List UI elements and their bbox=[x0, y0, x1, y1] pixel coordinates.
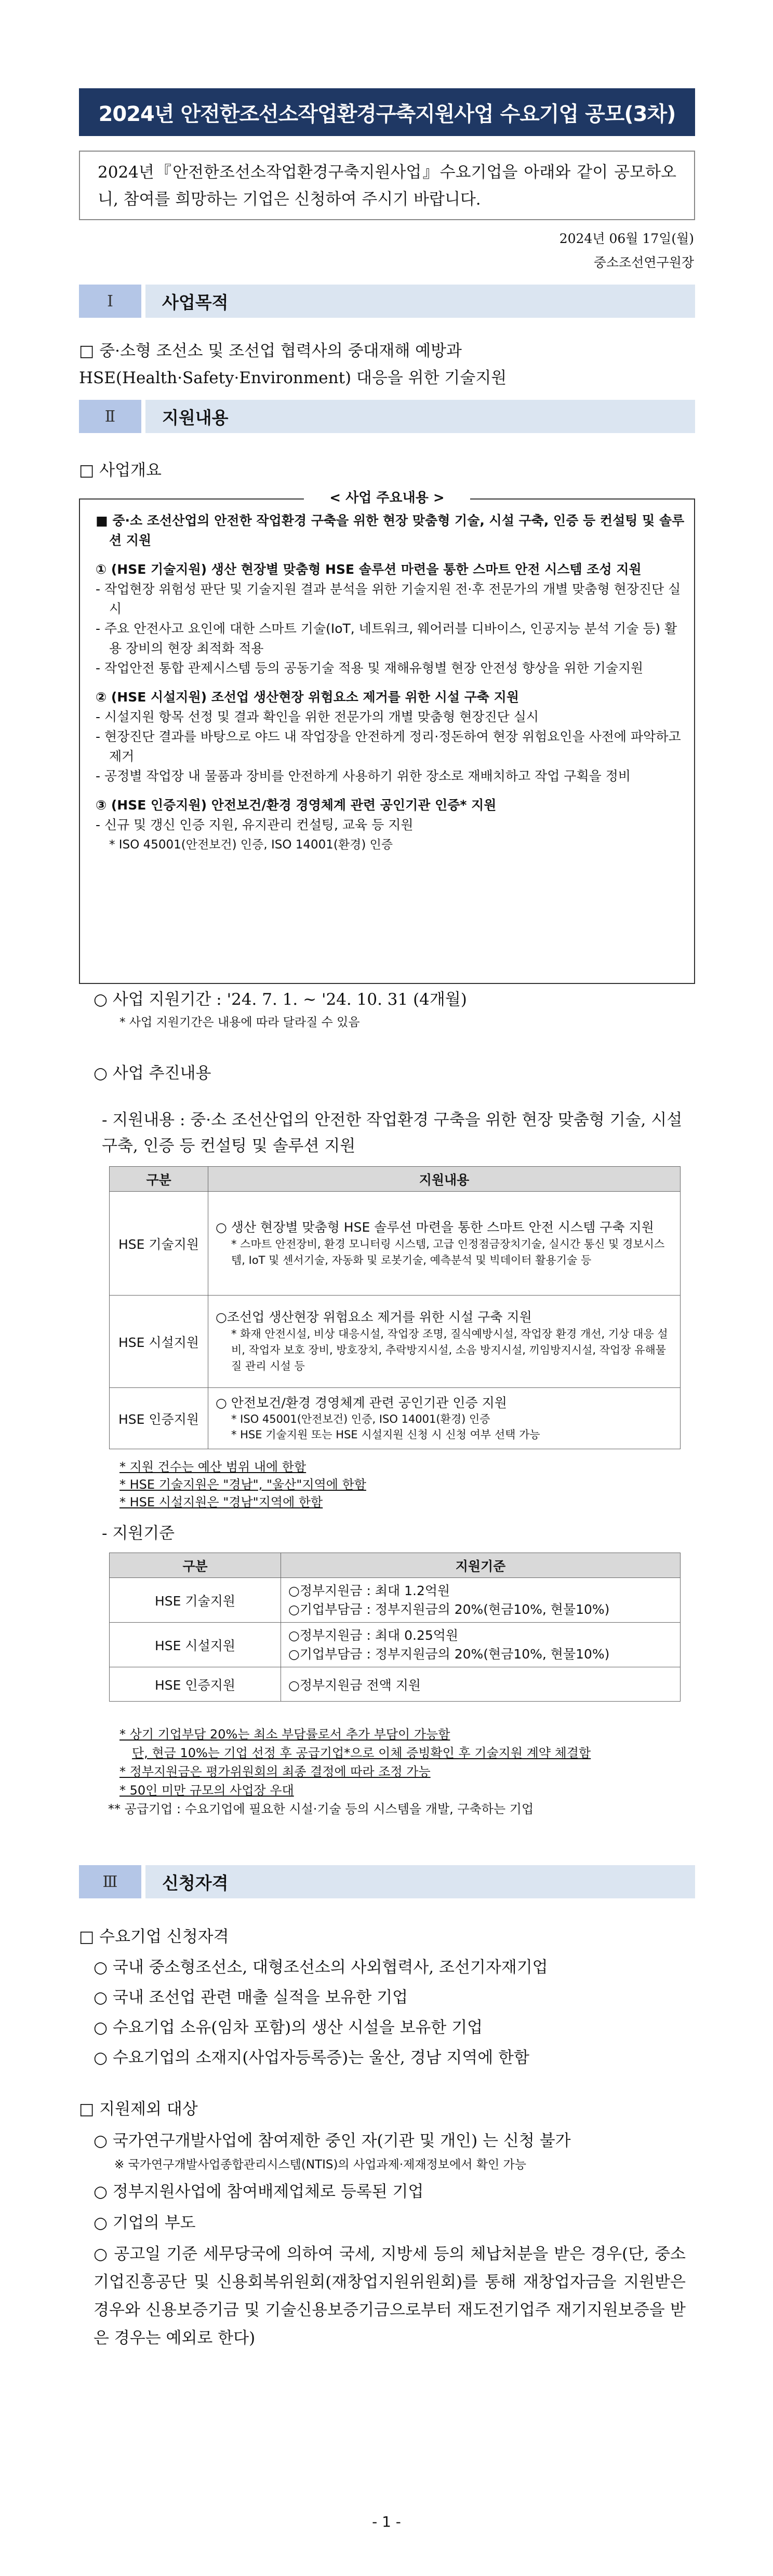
row-detail: * 화재 안전시설, 비상 대응시설, 작업장 조명, 질식예방시설, 작업장 환경 개선, 기상 대응 설비, 작업자 보호 장비, 방호장치, 추락방지시설, 소음 방지시설, 끼임방지시설, 작업장 유해물질 관리 시설 등 bbox=[231, 1328, 668, 1372]
col-header: 구분 bbox=[110, 1167, 208, 1192]
note: * 지원 건수는 예산 범위 내에 한함 bbox=[119, 1460, 306, 1474]
row-category: HSE 시설지원 bbox=[110, 1623, 281, 1667]
exclusion-heading: □ 지원제외 대상 bbox=[79, 2100, 198, 2119]
box-lead: ■ 중·소 조선산업의 안전한 작업환경 구축을 위한 현장 맞춤형 기술, 시설 구축, 인증 등 컨설팅 및 솔루션 지원 bbox=[96, 513, 685, 548]
list-item: ○ 국내 조선업 관련 매출 실적을 보유한 기업 bbox=[94, 1988, 408, 2007]
row-line: ○정부지원금 : 최대 0.25억원 bbox=[288, 1627, 459, 1643]
row-line: ○기업부담금 : 정부지원금의 20%(현금10%, 현물10%) bbox=[288, 1601, 610, 1617]
exclusion-item: ○ 기업의 부도 bbox=[94, 2214, 196, 2232]
box-item-3a: - 신규 및 갱신 인증 지원, 유지관리 컨설팅, 교육 등 지원 bbox=[96, 817, 414, 832]
row-detail: * HSE 기술지원 또는 HSE 시설지원 신청 시 신청 여부 선택 가능 bbox=[231, 1428, 540, 1441]
table1-notes bbox=[119, 1458, 366, 1511]
box-item-1a: - 작업현장 위험성 판단 및 기술지원 결과 분석을 위한 기술지원 전·후 전문가의 개별 맞춤형 현장진단 실시 bbox=[96, 582, 681, 616]
note: * 상기 기업부담 20%는 최소 부담률로서 추가 부담이 가능함 bbox=[119, 1727, 450, 1742]
purpose-text: □ 중·소형 조선소 및 조선업 협력사의 중대재해 예방과 HSE(Health·Safety·Environment) 대응을 위한 기술지원 bbox=[79, 342, 507, 387]
row-detail: * 스마트 안전장비, 환경 모니터링 시스템, 고급 인정점금장치기술, 실시간 통신 및 경보시스템, IoT 및 센서기술, 자동화 및 로봇기술, 예측분석 및 빅데이터 활용기술 등 bbox=[231, 1237, 665, 1266]
exclusion-item: ○ 정부지원사업에 참여배제업체로 등록된 기업 bbox=[94, 2182, 424, 2201]
list-item: ○ 국내 중소형조선소, 대형조선소의 사외협력사, 조선기자재기업 bbox=[94, 1958, 548, 1977]
section-title: 사업목적 bbox=[145, 285, 695, 318]
exclusion-item: ○ 공고일 기준 세무당국에 의하여 국세, 지방세 등의 체납처분을 받은 경우(단, 중소기업진흥공단 및 신용회복위원회(재창업지원위원회)를 통해 재창업자금을 지원받은 경우와 신용보증기금 및 기술신용보증기금으로부터 재도전기업주 재기지원보증을 받은 경우는 예외로 한다) bbox=[94, 2245, 686, 2348]
qualification-heading: □ 수요기업 신청자격 bbox=[79, 1927, 229, 1946]
content-text: - 지원내용 : 중·소 조선산업의 안전한 작업환경 구축을 위한 현장 맞춤형 기술, 시설 구축, 인증 등 컨설팅 및 솔루션 지원 bbox=[102, 1111, 683, 1155]
criteria-heading: - 지원기준 bbox=[102, 1524, 175, 1543]
box-title: < 사업 주요내용 > bbox=[304, 488, 470, 508]
table2-notes bbox=[108, 1725, 591, 1818]
section-number: Ⅲ bbox=[79, 1865, 141, 1898]
note: * HSE 기술지원은 "경남", "울산"지역에 한함 bbox=[119, 1477, 366, 1492]
row-main: ○조선업 생산현장 위험요소 제거를 위한 시설 구축 지원 bbox=[216, 1310, 532, 1325]
section-number: Ⅰ bbox=[79, 285, 141, 318]
box-item-2a: - 시설지원 항목 선정 및 결과 확인을 위한 전문가의 개별 맞춤형 현장진단 실시 bbox=[96, 709, 539, 724]
note: * 정부지원금은 평가위원회의 최종 결정에 따라 조정 가능 bbox=[119, 1764, 431, 1779]
col-header: 지원내용 bbox=[208, 1167, 681, 1192]
row-category: HSE 인증지원 bbox=[110, 1388, 208, 1449]
qualification-list bbox=[94, 1952, 548, 2073]
section-2-header bbox=[79, 400, 695, 433]
box-item-1: ① (HSE 기술지원) 생산 현장별 맞춤형 HSE 솔루션 마련을 통한 스마트 안전 시스템 조성 지원 bbox=[96, 562, 642, 577]
date: 2024년 06월 17일(월) bbox=[559, 231, 694, 246]
section-1-header bbox=[79, 285, 695, 318]
exclusion-item: ○ 국가연구개발사업에 참여제한 중인 자(기관 및 개인) 는 신청 불가 bbox=[94, 2132, 571, 2150]
row-category: HSE 기술지원 bbox=[110, 1192, 208, 1296]
box-item-2c: - 공정별 작업장 내 물품과 장비를 안전하게 사용하기 위한 장소로 재배치하고 작업 구획을 정비 bbox=[96, 768, 631, 784]
page-number: - 1 - bbox=[372, 2513, 401, 2530]
box-item-2: ② (HSE 시설지원) 조선업 생산현장 위험요소 제거를 위한 시설 구축 지원 bbox=[96, 690, 519, 705]
section-title: 지원내용 bbox=[145, 400, 695, 433]
box-item-1b: - 주요 안전사고 요인에 대한 스마트 기술(IoT, 네트워크, 웨어러블 디바이스, 인공지능 분석 기술 등) 활용 장비의 현장 최적화 적용 bbox=[96, 621, 677, 656]
support-content-table bbox=[109, 1166, 681, 1449]
box-item-1c: - 작업안전 통합 관제시스템 등의 공동기술 적용 및 재해유형별 현장 안전성 향상을 위한 기술지원 bbox=[96, 660, 644, 676]
period-note: * 사업 지원기간은 내용에 따라 달라질 수 있음 bbox=[119, 1016, 360, 1029]
box-item-3b: * ISO 45001(안전보건) 인증, ISO 14001(환경) 인증 bbox=[109, 838, 393, 852]
exclusion-note: ※ 국가연구개발사업종합관리시스템(NTIS)의 사업과제·제재정보에서 확인 가능 bbox=[114, 2158, 526, 2172]
row-category: HSE 기술지원 bbox=[110, 1578, 281, 1623]
support-criteria-table bbox=[109, 1553, 681, 1702]
row-line: ○정부지원금 전액 지원 bbox=[281, 1667, 681, 1702]
main-content-box bbox=[79, 490, 695, 984]
row-main: ○ 생산 현장별 맞춤형 HSE 솔루션 마련을 통한 스마트 안전 시스템 구축 지원 bbox=[216, 1219, 654, 1235]
row-detail: * ISO 45001(안전보건) 인증, ISO 14001(환경) 인증 bbox=[231, 1412, 490, 1425]
intro-box bbox=[79, 151, 695, 220]
period-text: ○ 사업 지원기간 : '24. 7. 1. ~ '24. 10. 31 (4개월) bbox=[94, 990, 467, 1009]
row-main: ○ 안전보건/환경 경영체계 관련 공인기관 인증 지원 bbox=[216, 1395, 507, 1410]
row-category: HSE 인증지원 bbox=[110, 1667, 281, 1702]
col-header: 지원기준 bbox=[281, 1553, 681, 1578]
section-title: 신청자격 bbox=[145, 1865, 695, 1898]
section-number: Ⅱ bbox=[79, 400, 141, 433]
overview-heading: □ 사업개요 bbox=[79, 461, 162, 480]
note: 단, 현금 10%는 기업 선정 후 공급기업*으로 이체 증빙확인 후 기술지원 계약 체결함 bbox=[132, 1746, 591, 1760]
box-item-3: ③ (HSE 인증지원) 안전보건/환경 경영체계 관련 공인기관 인증* 지원 bbox=[96, 798, 497, 813]
page-title: 2024년 안전한조선소작업환경구축지원사업 수요기업 공모(3차) bbox=[79, 88, 695, 136]
row-line: ○정부지원금 : 최대 1.2억원 bbox=[288, 1583, 450, 1598]
organization: 중소조선연구원장 bbox=[593, 255, 694, 270]
list-item: ○ 수요기업의 소재지(사업자등록증)는 울산, 경남 지역에 한함 bbox=[94, 2048, 529, 2067]
note: ** 공급기업 : 수요기업에 필요한 시설·기술 등의 시스템을 개발, 구축하는 기업 bbox=[108, 1802, 534, 1816]
promo-heading: ○ 사업 추진내용 bbox=[94, 1064, 211, 1083]
list-item: ○ 수요기업 소유(임차 포함)의 생산 시설을 보유한 기업 bbox=[94, 2018, 483, 2037]
row-category: HSE 시설지원 bbox=[110, 1296, 208, 1388]
section-3-header bbox=[79, 1865, 695, 1898]
row-line: ○기업부담금 : 정부지원금의 20%(현금10%, 현물10%) bbox=[288, 1646, 610, 1662]
box-item-2b: - 현장진단 결과를 바탕으로 야드 내 작업장을 안전하게 정리·정돈하여 현장 위험요인을 사전에 파악하고 제거 bbox=[96, 729, 681, 764]
col-header: 구분 bbox=[110, 1553, 281, 1578]
intro-text: 2024년『안전한조선소작업환경구축지원사업』수요기업을 아래와 같이 공모하오니, 참여를 희망하는 기업은 신청하여 주시기 바랍니다. bbox=[98, 163, 676, 209]
note: * 50인 미만 규모의 사업장 우대 bbox=[119, 1783, 294, 1798]
note: * HSE 시설지원은 "경남"지역에 한함 bbox=[119, 1495, 323, 1509]
